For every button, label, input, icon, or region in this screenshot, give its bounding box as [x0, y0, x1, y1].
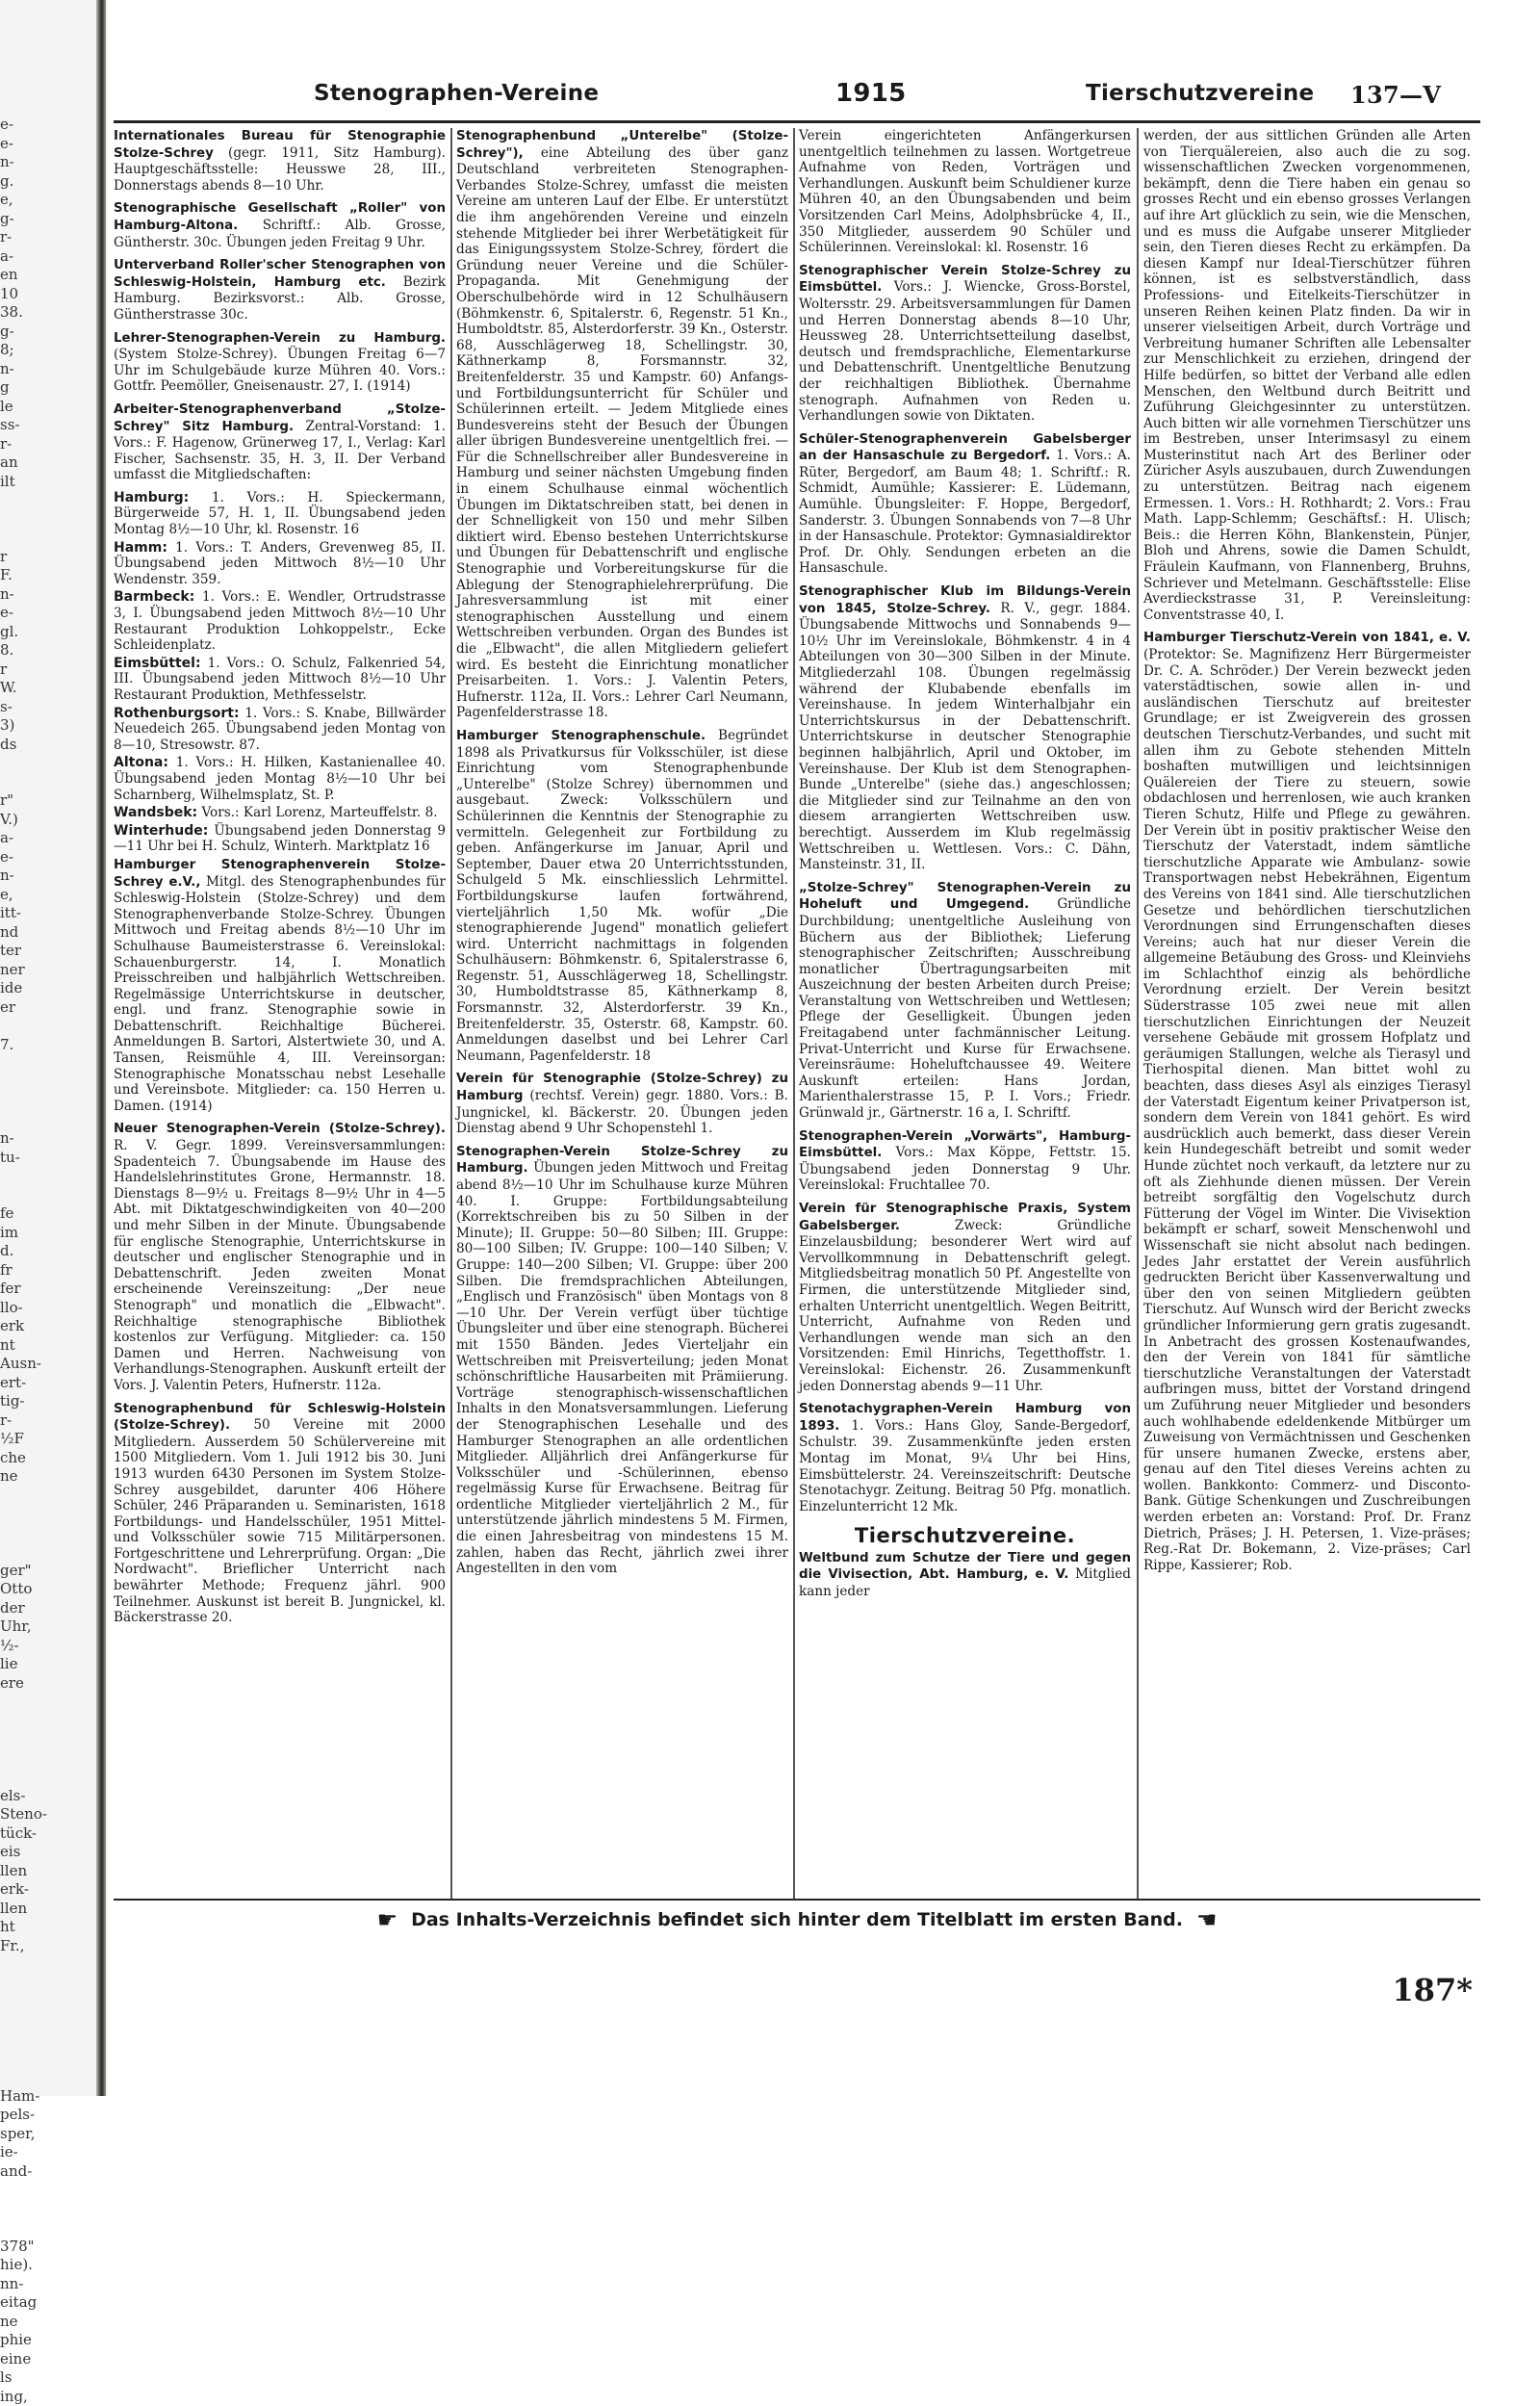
- book-fold: [96, 0, 106, 2096]
- strip-fragment: [0, 1487, 38, 1506]
- directory-entry: [456, 1144, 788, 1577]
- strip-fragment: lie: [0, 1655, 38, 1674]
- directory-entry: [114, 128, 446, 194]
- strip-fragment: llo-: [0, 1299, 38, 1318]
- strip-fragment: [0, 1712, 38, 1731]
- strip-fragment: r-: [0, 1411, 38, 1431]
- strip-fragment: s-: [0, 698, 38, 717]
- entry-body: Gründliche Durchbildung; unentgeltliche Ausleihung von Büchern aus der Bibliothek; Lieferung stenographischer Zeitschriften; Ausschreibung monatlicher Übertragungsarbeiten mit Auszeichnung der besten Arbeiten durch Preise; Veranstaltung von Wettschreiben und Wettlesen; Pflege der Geselligkeit. Übungen jeden Freitagabend unter fachmännischer Leitung. Privat-Unterricht und Kurse für Erwachsene. Vereinsräume: Hoheluftchaussee 49. Weitere Auskunft erteilen: Hans Jordan, Marienthalerstrasse 15, P. I. Vors.; Friedr. Grünwald jr., Gärtnerstr. 16 a, I. Schriftf.: [799, 896, 1131, 1121]
- strip-fragment: g-: [0, 323, 38, 342]
- directory-entry: [1143, 630, 1471, 1573]
- entry-name: Verein für Stenographie (Stolze-Schrey) zu Hamburg: [456, 1072, 788, 1103]
- strip-fragment: hie).: [0, 2256, 38, 2275]
- entry-body: Mitglied kann jeder: [799, 1566, 1131, 1599]
- header-rule: [114, 120, 1480, 123]
- sub-entry: [114, 490, 446, 538]
- strip-fragment: 3): [0, 716, 38, 736]
- strip-fragment: pels-: [0, 2106, 38, 2125]
- strip-fragment: [0, 773, 38, 792]
- entry-name: Stenographen-Verein Stolze-Schrey zu Hamburg.: [456, 1145, 788, 1177]
- entry-name: Internationales Bureau für Stenographie Stolze-Schrey: [114, 129, 446, 161]
- strip-fragment: ls: [0, 2368, 38, 2388]
- strip-fragment: a-: [0, 829, 38, 848]
- directory-entry: [456, 1071, 788, 1136]
- sub-entry: [114, 540, 446, 588]
- sub-entry-name: Rothenburgsort:: [114, 706, 240, 721]
- strip-fragment: tück-: [0, 1824, 38, 1844]
- entry-body: (Protektor: Se. Magnifizenz Herr Bürgermeister Dr. C. A. Schröder.) Der Verein bezweckt jeden vaterstädtischen, sowie allen in- und ausländischen Tierschutz auf breitester Grundlage; er ist Zweigverein des grossen deutschen Tierschutz-Verbandes, und sucht mit allen ihm zu Gebote stehenden Mitteln boshaften mutwilligen und leichtsinnigen Quälereien der Tiere zu steuern, sowie obdachlosen und herrenlosen, wie auch kranken Tieren Schutz, Hilfe und Pflege zu gewähren. Der Verein übt in positiv praktischer Weise den Tierschutz der Vaterstadt, indem sämtliche tierschutzliche Apparate wie Ambulanz- sowie Transportwagen nebst Hebekrähnen, Eigentum des Vereins von 1841 sind. Alle tierschutzlichen Gesetze und behördlichen tierschutzlichen Verordnungen sind Errungenschaften dieses Vereins; auch hat nur dieser Verein die allgemeine Betäubung des Gross- und Kleinviehs im Schlachthof einzig als behördliche Verordnung erzielt. Der Verein besitzt Süderstrasse 105 zwei neue mit allen tierschutzlichen Einrichtungen der Neuzeit versehene Gebäude mit grossem Hofplatz und geräumigen Stallungen, welche als Tierasyl und Tierhospital dienen. Man bittet wohl zu beachten, dass dieses Asyl als einziges Tierasyl der Vaterstadt Eigentum keiner Privatperson ist, sondern dem Verein von 1841 gehört. Es wird ausdrücklich auch bemerkt, dass dieser Verein kein Hundegeschäft betreibt und somit weder Hunde züchtet noch verkauft, da letztere nur zu oft als Ziehhunde dienen müssen. Der Verein betreibt sorgfältig den Vogelschutz durch Fütterung der Vögel im Winter. Die Vivisektion bekämpft er scharf, soweit Menschenwohl und Wissenschaft sie nicht absolut nach bedingen. Jedes Jahr erstattet der Verein ausführlich gedruckten Bericht über Kassenverwaltung und über den von seinen Mitgliedern geübten Tierschutz. Auf Wunsch wird der Bericht zwecks gründlicher Informierung gern gratis zugesandt. In Anbetracht des grossen Kostenaufwandes, den der Verein von 1841 für sämtliche tierschutzliche Veranstaltungen der Vaterstadt aufbringen muss, bittet der Vorstand dringend um Zuführung neuer Mitglieder und besonders auch wohlhabende edeldenkende Mitbürger um Zuweisung von Vermächtnissen und Geschenken für unsere humanen Zwecke, erstens aber, genau auf den Titel dieses Vereins achten zu wollen. Bankkonto: Commerz- und Disconto-Bank. Gütige Schenkungen und Zuschreibungen werden erbeten an: Vorstand: Prof. Dr. Franz Dietrich, Präses; J. H. Petersen, 1. Vize-präses; Reg.-Rat Dr. Bokemann, 2. Vize-präses; Carl Rippe, Kassierer; Rob.: [1143, 647, 1471, 1573]
- column-3: [799, 128, 1131, 1900]
- strip-fragment: eitag: [0, 2293, 38, 2313]
- strip-fragment: n-: [0, 360, 38, 379]
- entry-name: Stenographen-Verein „Vorwärts", Hamburg-Eimsbüttel.: [799, 1129, 1131, 1161]
- entry-body: Zentral-Vorstand: 1. Vors.: F. Hagenow, Grünerweg 17, I., Verlag: Karl Fischer, Sachsenstr. 35, H. 3, II. Der Verband umfasst die Mitgliedschaften:: [114, 419, 446, 483]
- entry-body: Vors.: J. Wiencke, Gross-Borstel, Woltersstr. 29. Arbeitsversammlungen für Damen und Herren Donnerstag abends 8—10 Uhr, Heussweg 28. Unterrichtsetteilung daselbst, deutsch und fremdsprachliche, Elementarkurse und Debattenschrift. Unentgeltliche Benutzung der reichhaltigen Bibliothek. Übernahme stenograph. Aufnahmen von Reden u. Verhandlungen sowie von Diktaten.: [799, 279, 1131, 424]
- entry-body: 1. Vors.: T. Anders, Grevenweg 85, II. Übungsabend jeden Mittwoch 8½—10 Uhr Wendenstr. 359.: [114, 540, 446, 587]
- strip-fragment: [0, 2031, 38, 2050]
- strip-fragment: ger": [0, 1562, 38, 1581]
- column-2: [456, 128, 788, 1900]
- sub-entry-name: Winterhude:: [114, 823, 208, 839]
- strip-fragment: [0, 1017, 38, 1036]
- entry-body: Bezirk Hamburg. Bezirksvorst.: Alb. Grosse, Güntherstrasse 30c.: [114, 274, 446, 323]
- strip-fragment: ht: [0, 1918, 38, 1937]
- entry-body: Vors.: Max Köppe, Fettstr. 15. Übungsabend jeden Donnerstag 9 Uhr. Vereinslokal: Fruchtallee 70.: [799, 1145, 1131, 1193]
- strip-fragment: er: [0, 998, 38, 1018]
- directory-entry: [799, 1201, 1131, 1394]
- entry-name: Stenotachygraphen-Verein Hamburg von 1893.: [799, 1402, 1131, 1434]
- sub-entry-name: Hamm:: [114, 540, 167, 556]
- sub-entry-name: Altona:: [114, 755, 168, 770]
- directory-entry: [114, 857, 446, 1115]
- strip-fragment: ½-: [0, 1637, 38, 1656]
- sub-entry-name: Barmbeck:: [114, 589, 194, 605]
- entry-name: Hamburger Stenographenverein Stolze-Schrey e.V.,: [114, 858, 446, 890]
- strip-fragment: g-: [0, 210, 38, 229]
- strip-fragment: nt: [0, 1336, 38, 1356]
- strip-fragment: ilt: [0, 473, 38, 492]
- strip-fragment: ner: [0, 961, 38, 980]
- directory-entry: [799, 1128, 1131, 1194]
- page-header: [114, 77, 1480, 110]
- strip-fragment: [0, 1693, 38, 1712]
- strip-fragment: r: [0, 660, 38, 680]
- entry-name: „Stolze-Schrey" Stenographen-Verein zu Hoheluft und Umgegend.: [799, 881, 1131, 913]
- directory-entry: [114, 330, 446, 395]
- pointing-hand-icon: ☛: [377, 1906, 398, 1933]
- strip-fragment: ert-: [0, 1374, 38, 1393]
- entry-body: werden, der aus sittlichen Gründen alle Arten von Tierquälereien, also auch die zu sog. wissenschaftlichen Zwecken vorgenommenen, bekämpft, denn die Tiere haben ein genau so grosses Recht und ein ebenso grosses Verlangen auf ihre Art glücklich zu sein, wie die Menschen, und es muss die Aufgabe unserer Mitglieder sein, den Tieren dieses Recht zu erkämpfen. Da diesen Kampf nur Ideal-Tierschützer führen können, ist es selbstverständlich, dass Professions- und Eitelkeits-Tierschützer in unseren Reihen keinen Platz finden. Da wir in unserer vielseitigen Arbeit, durch Vorträge und Verbreitung humaner Schriften alle Lebensalter zur Menschlichkeit zu erziehen, dringend der Hilfe bedürfen, so bittet der Verband alle edlen Menschen, den Weltbund durch Beitritt und Zuführung Gleichgesinnter zu unterstützen. Auch bitten wir alle vornehmen Tierschützer uns im Bestreben, unser Interimsasyl zu einem Musterinstitut nach Art des Berliner oder Züricher Asyls auszubauen, durch Zuwendungen zu unterstützen. Beitrag nach eigenem Ermessen. 1. Vors.: H. Rothhardt; 2. Vors.: Frau Math. Lapp-Schlemm; Geschäftsf.: H. Ulisch; Beis.: die Herren Köhn, Blankenstein, Pünjer, Bloh und Ahrens, sowie die Damen Schuldt, Fräulein Kaufmann, von Flannenberg, Bruhns, Schriever und Metelmann. Geschäftsstelle: Elise Averdieckstrasse 31, P. Vereinsleitung: Conventstrasse 40, I.: [1143, 128, 1471, 623]
- entry-name: Stenographischer Klub im Bildungs-Verein von 1845, Stolze-Schrey.: [799, 584, 1131, 616]
- strip-fragment: [0, 1524, 38, 1543]
- strip-fragment: [0, 2012, 38, 2031]
- strip-fragment: der: [0, 1599, 38, 1618]
- entry-body: Mitgl. des Stenographenbundes für Schleswig-Holstein (Stolze-Schrey) und dem Stenographenverbande Stolze-Schrey. Übungen Mittwoch und Freitag abends 8½—10 Uhr im Schulhause Baumeisterstrasse 6. Vereinslokal: Schauenburgerstr. 14, I. Monatlich Preisschreiben und halbjährlich Wettschreiben. Regelmässige Unterrichtskurse in deutscher, engl. und franz. Stenographie sowie in Debattenschrift. Reichhaltige Bücherei. Anmeldungen B. Sartori, Alstertwiete 30, und A. Tansen, Reismühle 4, III. Vereinsorgan: Stenographische Monatsschau nebst Lesehalle und Vereinsbote. Mitglieder: ca. 150 Herren u. Damen. (1914): [114, 874, 446, 1114]
- header-year: 1915: [835, 79, 907, 108]
- strip-fragment: fer: [0, 1280, 38, 1299]
- directory-entry: [799, 1401, 1131, 1514]
- entry-name: Hamburger Stenographenschule.: [456, 729, 706, 743]
- footer-note: [114, 1906, 1480, 1935]
- entry-name: Lehrer-Stenographen-Verein zu Hamburg.: [114, 331, 446, 346]
- strip-fragment: erk: [0, 1317, 38, 1336]
- strip-fragment: e-: [0, 848, 38, 867]
- header-page-number: 137—V: [1350, 81, 1441, 109]
- entry-body: (gegr. 1911, Sitz Hamburg). Hauptgeschäftsstelle: Heusswe 28, III., Donnerstags abends 8—10 Uhr.: [114, 145, 446, 194]
- directory-entry: [114, 401, 446, 483]
- strip-fragment: eine: [0, 2350, 38, 2369]
- entry-body: eine Abteilung des über ganz Deutschland verbreiteten Stenographen-Verbandes Stolze-Schrey, umfasst die meisten Vereine am unteren Lauf der Elbe. Er unterstützt die ihm angehörenden Vereine und einzeln stehende Mitglieder bei ihrer Werbetätigkeit für das Einigungssystem Stolze-Schrey, fördert die Gründung neuer Vereine und die Schüler-Propaganda. Mit Genehmigung der Oberschulbehörde wird in 12 Schulhäusern (Böhmkenstr. 6, Spitalerstr. 6, Regenstr. 51 Kn., Humboldtstr. 85, Alsterdorferstr. 39 Kn., Osterstr. 68, Ausschlägerweg 18, Schellingstr. 30, Käthnerkamp 8, Forsmannstr. 32, Breitenfelderstr. 35 und Kampstr. 60) Anfangs- und Fortbildungsunterricht für Schüler und Schülerinnen erteilt. — Jedem Mitgliede eines Bundesvereins steht der Besuch der Übungen aller übrigen Bundesvereine unentgeltlich frei. — Für die Schnellschreiber aller Bundesvereine in Hamburg und seiner nächsten Umgebung finden in einem Schulhause einmal wöchentlich Übungen im Diktatschreiben statt, bei denen in der Schnelligkeit von 150 und mehr Silben diktiert wird. Ebenso bestehen Unterrichtskurse und Übungen für Debattenschrift und englische Stenographie und Vorbereitungskurse für die Ablegung der Stenographielehrerprüfung. Die Jahresversammlung ist mit einer stenographischen Ausstellung und einem Wettschreiben verbunden. Organ des Bundes ist die „Elbwacht", die allen Mitgliedern geliefert wird. Es besteht die Einrichtung monatlicher Preisarbeiten. 1. Vors.: J. Valentin Peters, Hufnerstr. 112a, II. Vors.: Lehrer Carl Neumann, Pagenfelderstrasse 18.: [456, 145, 788, 721]
- strip-fragment: r-: [0, 435, 38, 454]
- directory-entry: [114, 1121, 446, 1393]
- entry-name: Stenographischer Verein Stolze-Schrey zu Eimsbüttel.: [799, 264, 1131, 296]
- entry-name: Hamburger Tierschutz-Verein von 1841, e. V.: [1143, 631, 1471, 645]
- strip-fragment: [0, 2050, 38, 2069]
- entry-name: Weltbund zum Schutze der Tiere und gegen die Vivisection, Abt. Hamburg, e. V.: [799, 1551, 1131, 1583]
- entry-body: 50 Vereine mit 2000 Mitgliedern. Ausserdem 50 Schülervereine mit 1500 Mitgliedern. Vom 1. Juli 1912 bis 30. Juni 1913 wurden 6430 Personen im System Stolze-Schrey ausgebildet, darunter 406 Höhere Schüler, 246 Präparanden u. Seminaristen, 1618 Fortbildungs- und Handelsschüler, 1951 Mittel- und Volksschüler sowie 715 Militärpersonen. Fortgeschrittene und Lehrerprüfung. Organ: „Die Nordwacht". Brieflicher Unterricht nach bewährter Methode; Frequenz jährl. 900 Teilnehmer. Auskunst ist bereit B. Jungnickel, kl. Bäckerstrasse 20.: [114, 1417, 446, 1625]
- strip-fragment: gl.: [0, 623, 38, 642]
- header-right-title: Tierschutzvereine: [1086, 81, 1314, 106]
- sub-entry-name: Wandsbek:: [114, 805, 197, 820]
- entry-name: Schüler-Stenographenverein Gabelsberger an der Hansaschule zu Bergedorf.: [799, 432, 1131, 464]
- strip-fragment: [0, 1054, 38, 1074]
- strip-fragment: g.: [0, 172, 38, 192]
- entry-body: 1. Vors.: E. Wendler, Ortrudstrasse 3, I. Übungsabend jeden Mittwoch 8½—10 Uhr Restaurant Produktion Lohkoppelstr., Ecke Schleidenplatz.: [114, 589, 446, 653]
- sub-entry: [114, 589, 446, 653]
- column-divider: [1137, 128, 1139, 1900]
- entry-name: Stenographenbund „Unterelbe" (Stolze-Schrey"),: [456, 129, 788, 161]
- directory-entry: [799, 263, 1131, 425]
- strip-fragment: Uhr,: [0, 1617, 38, 1637]
- strip-fragment: ter: [0, 942, 38, 961]
- strip-fragment: and-: [0, 2162, 38, 2182]
- strip-fragment: ide: [0, 979, 38, 998]
- directory-entry: [799, 583, 1131, 873]
- strip-fragment: e-: [0, 135, 38, 154]
- strip-fragment: le: [0, 398, 38, 417]
- sub-entry: [114, 823, 446, 855]
- strip-fragment: tig-: [0, 1392, 38, 1411]
- column-divider: [450, 128, 452, 1900]
- strip-fragment: [0, 2218, 38, 2238]
- strip-fragment: Fr.,: [0, 1937, 38, 1956]
- directory-entry: [799, 431, 1131, 577]
- strip-fragment: [0, 1955, 38, 1975]
- entry-body: Begründet 1898 als Privatkursus für Volksschüler, ist diese Einrichtung vom Stenographenbunde „Unterelbe" (Stolze Schrey) übernommen und ausgebaut. Zweck: Volksschülern und Schülerinnen die Kenntnis der Stenographie zu vermitteln. Gelegenheit zur Fortbildung zu geben. Anfängerkurse im Januar, April und September, Dauer etwa 20 Unterrichtsstunden, Schulgeld 5 Mk. einschliesslich Lehrmittel. Fortbildungskurse laufen fortwährend, vierteljährlich 1,50 Mk. wofür „Die stenographierende Jugend" monatlich geliefert wird. Unterricht nachmittags in folgenden Schulhäusern: Böhmkenstr. 6, Spitalerstrasse 6, Regenstr. 51, Ausschlägerweg 18, Schellingstr. 30, Humboldtstrasse 85, Käthnerkamp 8, Forsmannstr. 32, Alsterdorferstr. 39 Kn., Breitenfelderstr. 35, Osterstr. 68, Kampstr. 60. Anmeldungen daselbst und bei Lehrer Carl Neumann, Pagenfelderstr. 18: [456, 728, 788, 1064]
- strip-fragment: e,: [0, 191, 38, 210]
- adjacent-page-strip: [0, 0, 108, 2096]
- directory-entry: [114, 200, 446, 250]
- strip-fragment: W.: [0, 679, 38, 698]
- strip-fragment: r-: [0, 228, 38, 247]
- strip-fragment: tu-: [0, 1149, 38, 1168]
- entry-name: Unterverband Roller'scher Stenographen von Schleswig-Holstein, Hamburg etc.: [114, 258, 446, 290]
- strip-fragment: [0, 2068, 38, 2087]
- strip-fragment: [0, 1975, 38, 1994]
- strip-fragment: ie-: [0, 2143, 38, 2162]
- strip-fragment: 7.: [0, 1036, 38, 1055]
- column-1: [114, 128, 446, 1900]
- adjacent-page-fragments: [0, 116, 38, 2406]
- strip-fragment: [0, 491, 38, 510]
- entry-body: Vors.: Karl Lorenz, Marteuffelstr. 8.: [201, 805, 437, 820]
- sub-entry: [114, 706, 446, 754]
- directory-entry: [799, 128, 1131, 256]
- strip-fragment: ing,: [0, 2388, 38, 2406]
- strip-fragment: en: [0, 266, 38, 285]
- strip-fragment: ½F: [0, 1430, 38, 1449]
- strip-fragment: ere: [0, 1674, 38, 1694]
- footer-note-text: Das Inhalts-Verzeichnis befindet sich hinter dem Titelblatt im ersten Band.: [411, 1909, 1183, 1930]
- strip-fragment: els-: [0, 1787, 38, 1806]
- entry-body: 1. Vors.: H. Hilken, Kastanienallee 40. Übungsabend jeden Montag 8½—10 Uhr bei Scharnberg, Wilhelmsplatz, St. P.: [114, 755, 446, 802]
- strip-fragment: [0, 1167, 38, 1186]
- strip-fragment: ds: [0, 736, 38, 755]
- strip-fragment: [0, 529, 38, 548]
- footer-rule: [114, 1899, 1480, 1901]
- strip-fragment: sper,: [0, 2125, 38, 2144]
- strip-fragment: g: [0, 378, 38, 398]
- entry-name: Verein für Stenographische Praxis, System Gabelsberger.: [799, 1202, 1131, 1233]
- strip-fragment: [0, 754, 38, 773]
- strip-fragment: 10: [0, 285, 38, 304]
- strip-fragment: fr: [0, 1261, 38, 1281]
- strip-fragment: [0, 510, 38, 530]
- strip-fragment: Ausn-: [0, 1355, 38, 1374]
- directory-entry: [1143, 128, 1471, 623]
- entry-name: Stenographenbund für Schleswig-Holstein (Stolze-Schrey).: [114, 1402, 446, 1434]
- entry-body: Zweck: Gründliche Einzelausbildung; besonderer Wert wird auf Vervollkommnung in Debattenschrift gelegt. Mitgliedsbeitrag monatlich 50 Pf. Angestellte von Firmen, die unterstützende Mitglieder sind, erhalten Unterricht unentgeltlich. Wegen Beitritt, Unterricht, Aufnahme von Reden und Verhandlungen wende man sich an den Vorsitzenden: Emil Hinrichs, Tegetthoffstr. 1. Vereinslokal: Eichenstr. 26. Zusammenkunft jeden Donnerstag abends 9—11 Uhr.: [799, 1218, 1131, 1394]
- strip-fragment: 8.: [0, 641, 38, 660]
- strip-fragment: e,: [0, 886, 38, 905]
- header-left-title: Stenographen-Vereine: [314, 81, 599, 106]
- entry-body: (System Stolze-Schrey). Übungen Freitag 6—7 Uhr im Schulgebäude kurze Mühren 40. Vors.: Gottfr. Peemöller, Gneisenaustr. 27, I. (1914): [114, 347, 446, 394]
- strip-fragment: [0, 1092, 38, 1111]
- directory-entry: [114, 1401, 446, 1626]
- page-number: 187*: [1386, 1972, 1473, 2014]
- strip-fragment: d.: [0, 1242, 38, 1261]
- entry-body: 1. Vors.: H. Spieckermann, Bürgerweide 57, H. 1, II. Übungsabend jeden Montag 8½—10 Uhr, kl. Rosenstr. 16: [114, 490, 446, 537]
- strip-fragment: itt-: [0, 904, 38, 923]
- strip-fragment: Otto: [0, 1580, 38, 1599]
- entry-body: 1. Vors.: Hans Gloy, Sande-Bergedorf, Schulstr. 39. Zusammenkünfte jeden ersten Montag im Monat, 9¼ Uhr bei Hins, Eimsbüttelerstr. 24. Vereinszeitschrift: Deutsche Stenotachygr. Zeitung. Beitrag 50 Pfg. monatlich. Einzelunterricht 12 Mk.: [799, 1418, 1131, 1514]
- sub-entry: [114, 805, 446, 821]
- strip-fragment: n-: [0, 585, 38, 605]
- strip-fragment: r": [0, 791, 38, 811]
- strip-fragment: [0, 1993, 38, 2012]
- strip-fragment: Ham-: [0, 2087, 38, 2107]
- strip-fragment: e-: [0, 116, 38, 135]
- directory-entry: [456, 128, 788, 721]
- strip-fragment: ss-: [0, 416, 38, 435]
- entry-name: Arbeiter-Stenographenverband „Stolze-Schrey" Sitz Hamburg.: [114, 402, 446, 434]
- entry-body: Übungsabend jeden Donnerstag 9—11 Uhr bei H. Schulz, Winterh. Marktplatz 16: [114, 823, 446, 855]
- sub-entry-name: Hamburg:: [114, 490, 189, 505]
- entry-body: Schriftf.: Alb. Grosse, Güntherstr. 30c. Übungen jeden Freitag 9 Uhr.: [114, 218, 446, 250]
- directory-entry: [799, 1550, 1131, 1600]
- entry-body: 1. Vors.: O. Schulz, Falkenried 54, III. Übungsabend jeden Mittwoch 8½—10 Uhr Restaurant Produktion, Methfesselstr.: [114, 656, 446, 703]
- column-4: [1143, 128, 1471, 1900]
- strip-fragment: nn-: [0, 2275, 38, 2294]
- entry-body: Verein eingerichteten Anfängerkursen unentgeltlich teilnehmen zu lassen. Wortgetreue Aufnahme von Reden, Vorträgen und Verhandlungen. Auskunft beim Schuldiener kurze Mühren 40, an den Übungsabenden und beim Vorsitzenden Carl Meins, Adolphsbrücke 4, II., 350 Mitglieder, ausserdem 90 Schüler und Schülerinnen. Vereinslokal: kl. Rosenstr. 16: [799, 128, 1131, 255]
- strip-fragment: che: [0, 1449, 38, 1468]
- entry-name: Neuer Stenographen-Verein (Stolze-Schrey).: [114, 1122, 446, 1136]
- strip-fragment: V.): [0, 811, 38, 830]
- strip-fragment: n-: [0, 153, 38, 172]
- strip-fragment: r: [0, 548, 38, 567]
- strip-fragment: an: [0, 453, 38, 473]
- strip-fragment: 38.: [0, 303, 38, 323]
- strip-fragment: [0, 1730, 38, 1749]
- strip-fragment: phie: [0, 2331, 38, 2350]
- strip-fragment: [0, 1074, 38, 1093]
- strip-fragment: F.: [0, 566, 38, 585]
- strip-fragment: 378": [0, 2238, 38, 2257]
- entry-name: Stenographische Gesellschaft „Roller" von Hamburg-Altona.: [114, 201, 446, 233]
- strip-fragment: ne: [0, 1467, 38, 1487]
- strip-fragment: a-: [0, 247, 38, 267]
- directory-entry: [114, 257, 446, 323]
- strip-fragment: eis: [0, 1843, 38, 1862]
- strip-fragment: [0, 1111, 38, 1130]
- strip-fragment: n-: [0, 867, 38, 886]
- directory-entry: [799, 880, 1131, 1122]
- strip-fragment: Steno-: [0, 1805, 38, 1824]
- entry-body: R. V. Gegr. 1899. Vereinsversammlungen: Spadenteich 7. Übungsabende im Hause des Handelslehrinstitutes Grone, Hermannstr. 18. Dienstags 8—9½ u. Freitags 8—9½ Uhr in 4—5 Abt. mit Diktatgeschwindigkeiten von 40—200 und mehr Silben in der Minute. Übungsabende für englische Stenographie, Unterrichtskurse in deutscher und englischer Stenographie und in Debattenschrift. Jeden zweiten Monat erscheinende Vereinszeitung: „Der neue Stenograph" und monatlich die „Elbwacht". Reichhaltige stenographische Bibliothek kostenlos zur Verfügung. Mitglieder: ca. 150 Damen und Herren. Nachweisung von Verhandlungs-Stenographen. Auskunft erteilt der Vors. J. Valentin Peters, Hufnerstr. 112a.: [114, 1138, 446, 1393]
- entry-body: (rechtsf. Verein) gegr. 1880. Vors.: B. Jungnickel, kl. Bäckerstr. 20. Übungen jeden Dienstag abend 9 Uhr Schopenstehl 1.: [456, 1088, 788, 1136]
- strip-fragment: [0, 1768, 38, 1787]
- section-title: Tierschutzvereine.: [799, 1528, 1131, 1544]
- entry-body: R. V., gegr. 1884. Übungsabende Mittwochs und Sonnabends 9—10½ Uhr im Vereinslokale, Böhmkenstr. 4 in 4 Abteilungen von 30—300 Silben in der Minute. Mitgliederzahl 108. Übungen regelmässig während der Klubabende ebenfalls im Vereinshause. In jedem Winterhalbjahr ein Unterrichtskursus in der Debattenschrift. Unterrichtskurse in deutscher Stenographie beginnen halbjährlich, April und Oktober, im Vereinshause. Der Klub ist dem Stenographen-Bunde „Unterelbe" (siehe das.) angeschlossen; die Mitglieder sind zur Teilnahme an den von diesem arrangierten Wettschreiben usw. berechtigt. Ausserdem im Klub regelmässig Wettschreiben u. Wettlesen. Vors.: C. Dähn, Mansteinstr. 31, II.: [799, 601, 1131, 873]
- entry-body: 1. Vors.: A. Rüter, Bergedorf, am Baum 48; 1. Schriftf.: R. Schmidt, Aumühle; Kassierer: E. Lüdemann, Aumühle. Übungsleiter: F. Hoppe, Bergedorf, Sanderstr. 3. Übungen Sonnabends von 7—8 Uhr in der Hansaschule. Protektor: Gymnasialdirektor Prof. Dr. Ohly. Sendungen erbeten an die Hansaschule.: [799, 448, 1131, 576]
- strip-fragment: nd: [0, 923, 38, 943]
- strip-fragment: llen: [0, 1900, 38, 1919]
- strip-fragment: [0, 1749, 38, 1769]
- strip-fragment: ne: [0, 2313, 38, 2332]
- sub-entry-name: Eimsbüttel:: [114, 656, 201, 671]
- strip-fragment: 8;: [0, 341, 38, 360]
- strip-fragment: [0, 1542, 38, 1562]
- strip-fragment: llen: [0, 1862, 38, 1881]
- strip-fragment: e-: [0, 604, 38, 623]
- entry-body: Übungen jeden Mittwoch und Freitag abend 8½—10 Uhr im Schulhause kurze Mühren 40. I. Gruppe: Fortbildungsabteilung (Korrektschreiben bis zu 50 Silben in der Minute); II. Gruppe: 50—80 Silben; III. Gruppe: 80—100 Silben; IV. Gruppe: 100—140 Silben; V. Gruppe: 140—200 Silben; VI. Gruppe: über 200 Silben. Die fremdsprachlichen Abteilungen, „Englisch und Französisch" üben Montags von 8—10 Uhr. Der Verein verfügt über tüchtige Übungsleiter und über eine stenograph. Bücherei mit 1550 Bänden. Jedes Vierteljahr ein Wettschreiben mit Preisverteilung; jeden Monat schönschriftliche Hausarbeiten mit Prämiierung. Vorträge stenographisch-wissenschaftlichen Inhalts in den Monatsversammlungen. Lieferung der Stenographischen Lesehalle und des Hamburger Stenographen an alle ordentlichen Mitglieder. Alljährlich drei Anfängerkurse für Volksschüler und -Schülerinnen, ebenso regelmässig Kurse für Erwachsene. Beitrag für ordentliche Mitglieder vierteljährlich 2 M., für unterstützende jährlich mindestens 5 M. Firmen, die einen Jahresbeitrag von mindestens 15 M. zahlen, haben das Recht, jährlich zwei ihrer Angestellten in den vom: [456, 1160, 788, 1576]
- column-divider: [793, 128, 795, 1900]
- strip-fragment: [0, 1186, 38, 1205]
- strip-fragment: erk-: [0, 1880, 38, 1900]
- strip-fragment: fe: [0, 1204, 38, 1224]
- strip-fragment: [0, 2200, 38, 2219]
- strip-fragment: [0, 2181, 38, 2200]
- strip-fragment: im: [0, 1224, 38, 1243]
- sub-entry: [114, 755, 446, 803]
- strip-fragment: [0, 1505, 38, 1524]
- strip-fragment: n-: [0, 1129, 38, 1149]
- pointing-hand-icon: ☛: [1196, 1906, 1218, 1933]
- sub-entry: [114, 656, 446, 704]
- entry-body: 1. Vors.: S. Knabe, Billwärder Neuedeich 265. Übungsabend jeden Montag von 8—10, Stresowstr. 87.: [114, 706, 446, 753]
- directory-entry: [456, 728, 788, 1064]
